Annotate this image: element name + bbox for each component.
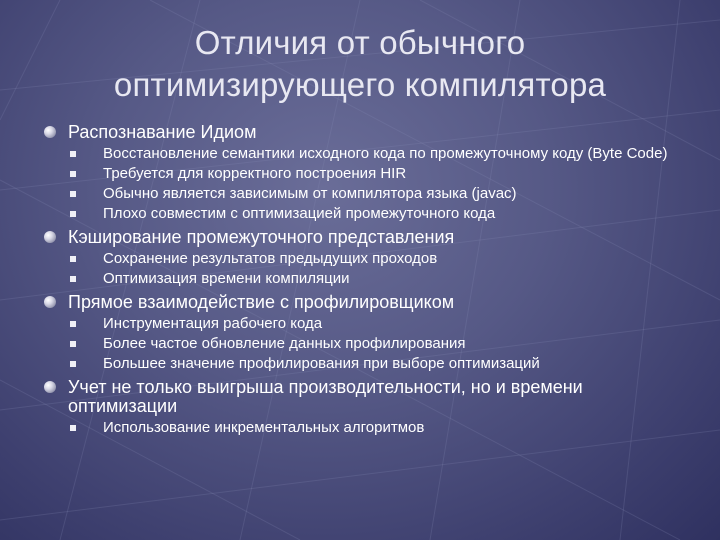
list-item xyxy=(44,336,694,352)
list-item xyxy=(44,186,694,202)
sub-list xyxy=(44,251,694,287)
list-item xyxy=(44,146,694,162)
square-bullet-icon xyxy=(70,151,76,157)
list-item-text: Требуется для корректного построения HIR xyxy=(103,165,407,182)
sub-list xyxy=(44,420,694,436)
section-heading-text: Кэширование промежуточного представления xyxy=(68,227,455,247)
list-item-text: Сохранение результатов предыдущих проходов xyxy=(103,250,438,267)
list-item-text: Инструментация рабочего кода xyxy=(103,315,323,332)
list-item-text: Восстановление семантики исходного кода по промежуточному коду (Byte Code) xyxy=(103,145,668,162)
list-item-text: Более частое обновление данных профилирования xyxy=(103,335,466,352)
section-heading xyxy=(44,123,694,142)
sub-list xyxy=(44,146,694,222)
list-item xyxy=(44,271,694,287)
list-item-text: Оптимизация времени компиляции xyxy=(103,270,350,287)
square-bullet-icon xyxy=(70,171,76,177)
section-heading xyxy=(44,228,694,247)
square-bullet-icon xyxy=(70,276,76,282)
round-bullet-icon xyxy=(44,126,56,138)
section-heading-text: Прямое взаимодействие с профилировщиком xyxy=(68,292,455,312)
square-bullet-icon xyxy=(70,425,76,431)
section-heading-text: Учет не только выигрыша производительности, но и времени оптимизации xyxy=(68,377,583,416)
title-line-2: оптимизирующего компилятора xyxy=(113,66,607,103)
square-bullet-icon xyxy=(70,341,76,347)
round-bullet-icon xyxy=(44,231,56,243)
section-heading-text: Распознавание Идиом xyxy=(68,122,257,142)
sub-list xyxy=(44,316,694,372)
list-item-text: Обычно является зависимым от компилятора языка (javac) xyxy=(103,185,517,202)
bullet-list xyxy=(44,123,694,442)
round-bullet-icon xyxy=(44,381,56,393)
list-item xyxy=(44,166,694,182)
list-item xyxy=(44,251,694,267)
list-item xyxy=(44,316,694,332)
list-item-text: Плохо совместим с оптимизацией промежуточного кода xyxy=(103,205,496,222)
list-item-text: Большее значение профилирования при выборе оптимизаций xyxy=(103,355,540,372)
square-bullet-icon xyxy=(70,361,76,367)
section-heading xyxy=(44,293,694,312)
title-line-1: Отличия от обычного xyxy=(194,24,526,61)
square-bullet-icon xyxy=(70,256,76,262)
list-item-text: Использование инкрементальных алгоритмов xyxy=(103,419,425,436)
slide-title xyxy=(40,22,680,106)
square-bullet-icon xyxy=(70,191,76,197)
round-bullet-icon xyxy=(44,296,56,308)
square-bullet-icon xyxy=(70,211,76,217)
list-item xyxy=(44,420,694,436)
square-bullet-icon xyxy=(70,321,76,327)
list-item xyxy=(44,356,694,372)
list-item xyxy=(44,206,694,222)
section-heading xyxy=(44,378,694,416)
